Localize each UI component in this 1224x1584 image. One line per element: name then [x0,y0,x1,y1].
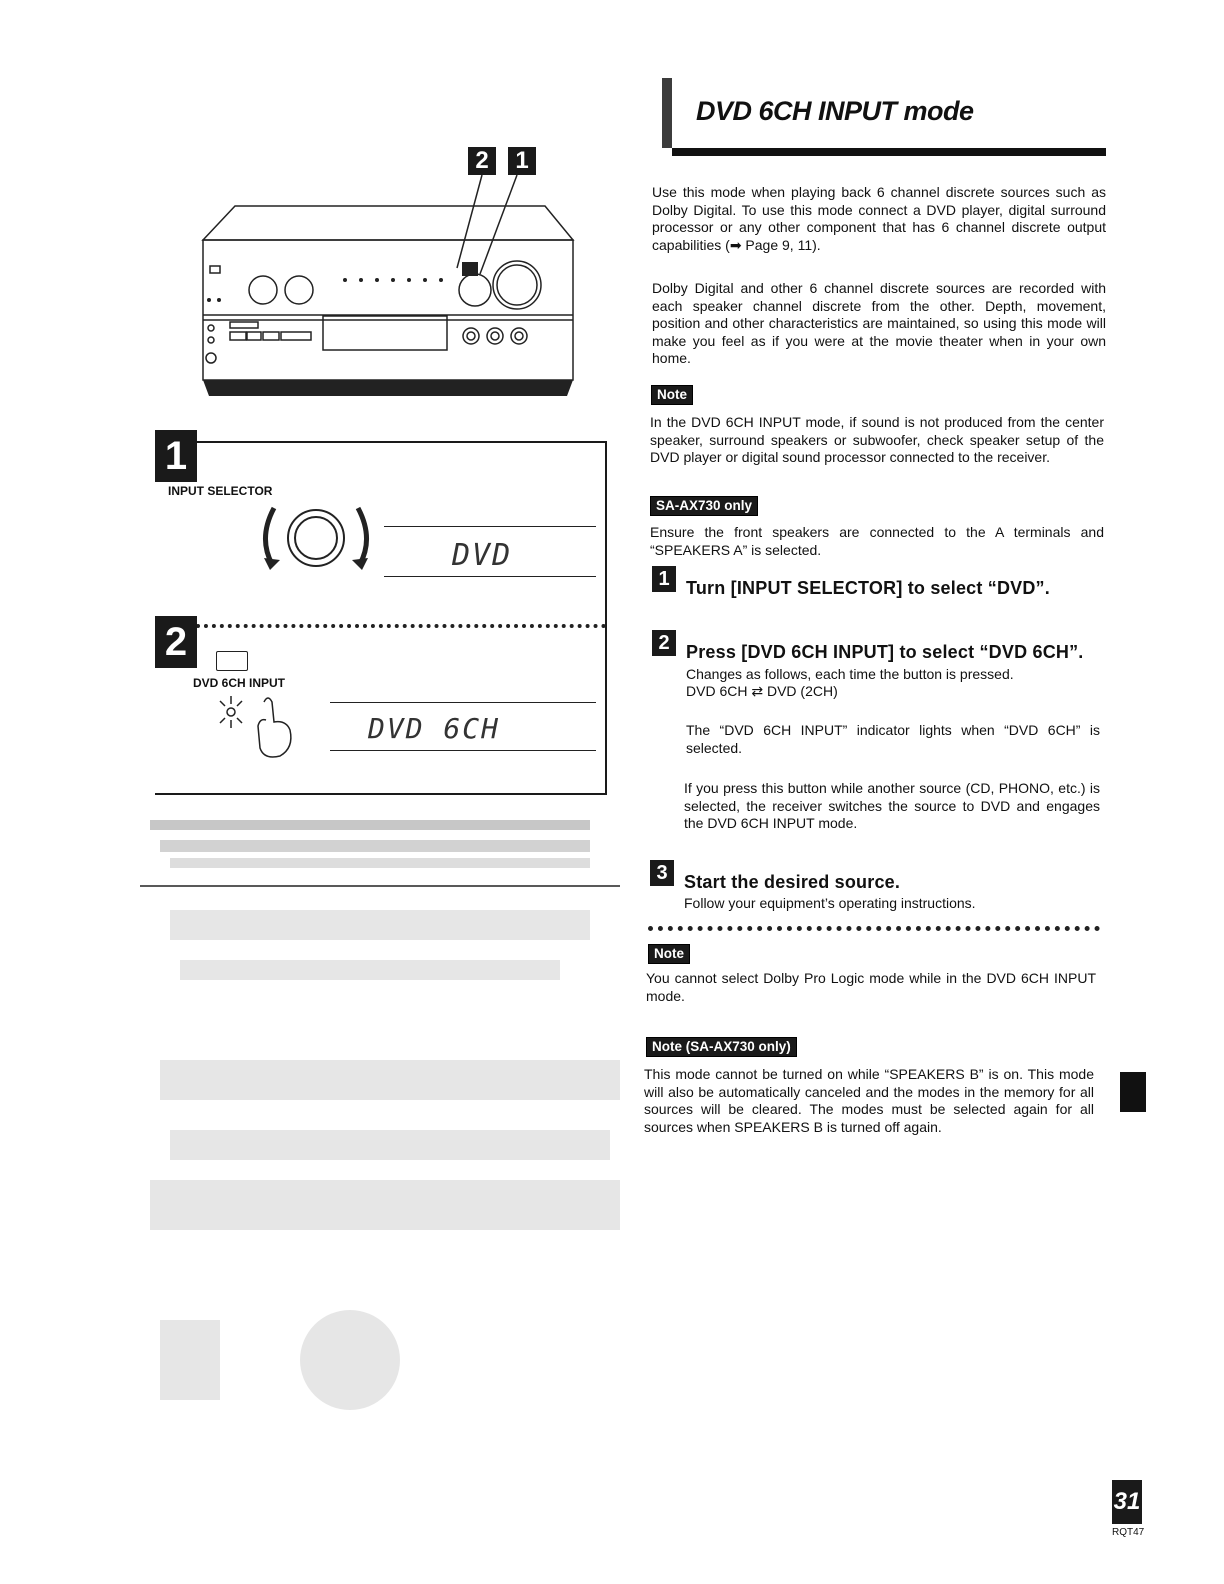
note-2-label: Note [648,944,690,964]
title-rule [672,148,1106,156]
intro-paragraph-2: Dolby Digital and other 6 channel discrete sources are recorded with each speaker channel discrete from the other. Depth, movement, position and other characteristics are maintained, so using this mode will make you feel as if you were at the movie theater when in your own home. [652,280,1106,366]
section-tab [1120,1072,1146,1112]
callout-2: 2 [468,147,496,175]
callout-1: 1 [508,147,536,175]
note-3-label: Note (SA-AX730 only) [646,1037,797,1057]
note-text: In the DVD 6CH INPUT mode, if sound is not produced from the center speaker, surround speakers or subwoofer, check speaker setup of the DVD player or digital sound processor connected to the receiver. [650,414,1104,465]
panel-step-1-number: 1 [155,430,197,482]
faded-background-artwork [140,800,620,1420]
input-selector-label: INPUT SELECTOR [168,484,273,498]
step-1-number: 1 [652,566,676,592]
sa-only-label: SA-AX730 only [650,496,758,516]
panel-dotted-divider [196,624,606,628]
note-label: Note [651,385,693,405]
page-title: DVD 6CH INPUT mode [696,96,974,126]
display-2-top-line [330,702,596,703]
step-3-heading: Start the desired source. [684,872,901,892]
display-2-text: DVD 6CH [368,712,501,745]
input-selector-knob-icon [250,496,380,576]
display-1-bottom-line [384,576,596,577]
display-1-top-line [384,526,596,527]
note-3-text: This mode cannot be turned on while “SPEAKERS B” is on. This mode will also be automatically canceled and the modes in the memory for all sources will be cleared. The modes must be selected again for all sources when SPEAKERS B is turned off again. [644,1066,1094,1135]
step-2-paragraph-1: The “DVD 6CH INPUT” indicator lights when “DVD 6CH” is selected. [686,722,1100,756]
step-2-heading: Press [DVD 6CH INPUT] to select “DVD 6CH”. [686,642,1084,662]
note-2-text: You cannot select Dolby Pro Logic mode while in the DVD 6CH INPUT mode. [646,970,1096,1004]
display-2-bottom-line [330,750,596,751]
page-code: RQT47 [1112,1527,1145,1538]
step-2-number: 2 [652,630,676,656]
page-number: 31 [1112,1480,1142,1524]
dotted-separator [648,926,1100,931]
step-3-sub1: Follow your equipment’s operating instructions. [684,895,976,911]
sa-only-text: Ensure the front speakers are connected to the A terminals and “SPEAKERS A” is selected. [650,524,1104,558]
step-1-heading: Turn [INPUT SELECTOR] to select “DVD”. [686,578,1050,598]
dvd-6ch-input-button-icon [216,651,248,671]
step-2-sub2: DVD 6CH ⇄ DVD (2CH) [686,683,838,699]
step-3-number: 3 [650,860,674,886]
step-2-paragraph-2: If you press this button while another source (CD, PHONO, etc.) is selected, the receiver switches the source to DVD and engages the DVD 6CH INPUT mode. [684,780,1100,831]
intro-paragraph-1: Use this mode when playing back 6 channel discrete sources such as Dolby Digital. To use this mode connect a DVD player, digital surround processor or any other component that has 6 channel discrete output capabilities (➡ Page 9, 11). [652,184,1106,253]
indicator-and-finger-icon [216,692,306,762]
display-1-text: DVD [452,538,513,573]
receiver-illustration [195,170,595,400]
dvd-6ch-input-label: DVD 6CH INPUT [193,676,286,690]
panel-step-2-number: 2 [155,616,197,668]
step-2-sub1: Changes as follows, each time the button is pressed. [686,666,1014,682]
title-accent-bar [662,78,672,148]
